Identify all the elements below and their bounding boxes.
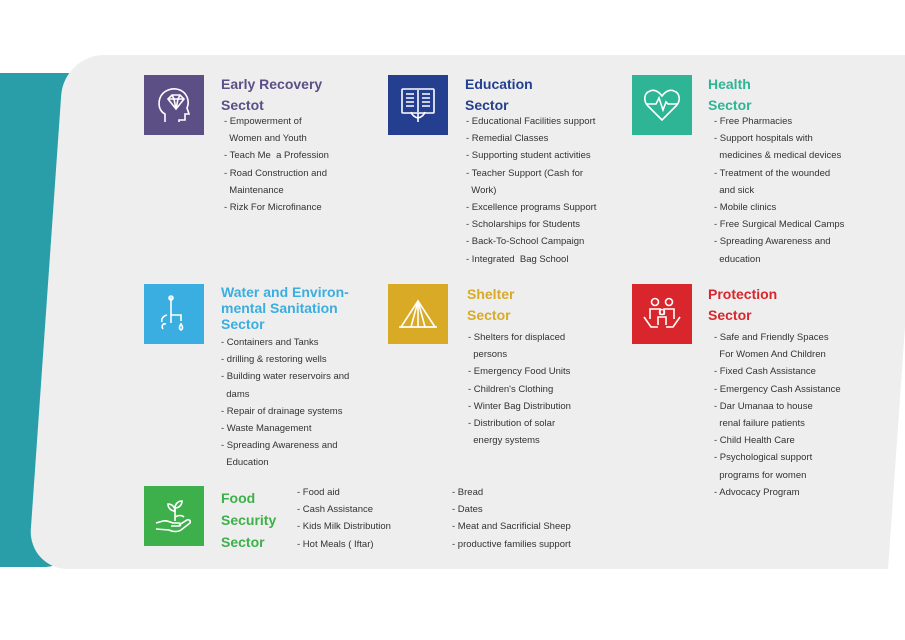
list-item: Maintenance <box>224 184 284 196</box>
education-title-line1: Education <box>465 76 533 92</box>
list-item: - Back-To-School Campaign <box>466 236 585 248</box>
family-hands-icon <box>632 284 692 344</box>
list-item: - Building water reservoirs and <box>221 371 350 383</box>
list-item: dams <box>221 388 250 400</box>
list-item: - Shelters for displaced <box>468 332 566 343</box>
list-item: For Women And Children <box>714 349 826 361</box>
list-item: and sick <box>714 184 755 196</box>
list-item: - Remedial Classes <box>466 133 549 145</box>
list-item: - Hot Meals ( Iftar) <box>297 538 374 550</box>
list-item: - Cash Assistance <box>297 504 374 516</box>
list-item: - Food aid <box>297 487 340 498</box>
health-list <box>714 113 844 268</box>
water-tap-icon <box>144 284 204 344</box>
list-item: - Support hospitals with <box>714 133 813 145</box>
heart-pulse-icon <box>632 75 692 135</box>
water-title <box>221 284 349 332</box>
list-item: education <box>714 253 761 265</box>
food-title-line3: Sector <box>221 534 265 550</box>
list-item: - Dar Umanaa to house <box>714 400 813 412</box>
list-item: - Scholarships for Students <box>466 219 581 231</box>
list-item: - Winter Bag Distribution <box>468 400 571 412</box>
education-title-line2: Sector <box>465 97 509 113</box>
health-title <box>708 74 752 116</box>
early-recovery-list <box>224 113 329 216</box>
early-recovery-title-line1: Early Recovery <box>221 76 323 92</box>
list-item: - Advocacy Program <box>714 486 800 498</box>
early-recovery-title-line2: Sectot <box>221 97 264 113</box>
list-item: renal failure patients <box>714 418 805 430</box>
shelter-title <box>467 284 514 326</box>
early-recovery-title <box>221 74 322 116</box>
food-list-col1 <box>297 484 391 553</box>
water-title-line1: Water and Environ- <box>221 284 349 300</box>
protection-list <box>714 329 841 501</box>
list-item: - Teach Me a Profession <box>224 150 329 162</box>
tent-icon <box>388 284 448 344</box>
head-diamond-icon <box>144 75 204 135</box>
water-title-line2: mental Sanitation <box>221 300 338 316</box>
list-item: programs for women <box>714 469 807 481</box>
list-item: - Free Pharmacies <box>714 116 793 127</box>
list-item: - Safe and Friendly Spaces <box>714 332 829 343</box>
protection-title-line1: Protection <box>708 286 778 302</box>
food-title-line1: Food <box>221 490 256 506</box>
list-item: - Distribution of solar <box>468 418 556 430</box>
open-book-icon <box>388 75 448 135</box>
list-item: - productive families support <box>452 538 571 550</box>
list-item: - Rizk For Microfinance <box>224 202 322 214</box>
hand-seedling-icon <box>144 486 204 546</box>
list-item: - Waste Management <box>221 423 312 435</box>
list-item: - Spreading Awareness and <box>221 440 338 452</box>
list-item: energy systems <box>468 435 540 447</box>
list-item: - Bread <box>452 487 484 498</box>
list-item: - Psychological support <box>714 452 813 464</box>
list-item: Work) <box>466 184 497 196</box>
food-title-line2: Security <box>221 512 277 528</box>
list-item: medicines & medical devices <box>714 150 842 162</box>
list-item: - drilling & restoring wells <box>221 354 327 366</box>
shelter-title-line1: Shelter <box>467 286 515 302</box>
health-title-line1: Health <box>708 76 751 92</box>
protection-title <box>708 284 777 326</box>
water-title-line3: Sector <box>221 316 265 332</box>
list-item: persons <box>468 349 508 361</box>
list-item: - Dates <box>452 504 483 516</box>
list-item: - Integrated Bag School <box>466 253 569 265</box>
list-item: - Kids Milk Distribution <box>297 521 391 533</box>
list-item: - Fixed Cash Assistance <box>714 366 816 378</box>
list-item: - Educational Facilities support <box>466 116 596 127</box>
list-item: - Repair of drainage systems <box>221 405 343 417</box>
water-list <box>221 334 349 472</box>
list-item: - Treatment of the wounded <box>714 167 831 179</box>
list-item: Education <box>221 457 269 469</box>
list-item: - Emergency Food Units <box>468 366 571 378</box>
list-item: - Spreading Awareness and <box>714 236 831 248</box>
food-title <box>221 487 276 553</box>
education-title <box>465 74 533 116</box>
protection-title-line2: Sector <box>708 307 752 323</box>
education-list <box>466 113 596 268</box>
list-item: - Excellence programs Support <box>466 202 597 214</box>
list-item: - Mobile clinics <box>714 202 777 214</box>
list-item: - Child Health Care <box>714 435 795 447</box>
list-item: - Meat and Sacrificial Sheep <box>452 521 571 533</box>
list-item: Women and Youth <box>224 133 307 145</box>
list-item: - Children's Clothing <box>468 383 554 395</box>
list-item: - Emergency Cash Assistance <box>714 383 841 395</box>
health-title-line2: Sector <box>708 97 752 113</box>
shelter-list <box>468 329 571 449</box>
list-item: - Containers and Tanks <box>221 337 319 348</box>
list-item: - Free Surgical Medical Camps <box>714 219 845 231</box>
food-list-col2 <box>452 484 571 553</box>
list-item: - Empowerment of <box>224 116 302 127</box>
shelter-title-line2: Sector <box>467 307 511 323</box>
list-item: - Supporting student activities <box>466 150 591 162</box>
list-item: - Road Construction and <box>224 167 327 179</box>
list-item: - Teacher Support (Cash for <box>466 167 584 179</box>
